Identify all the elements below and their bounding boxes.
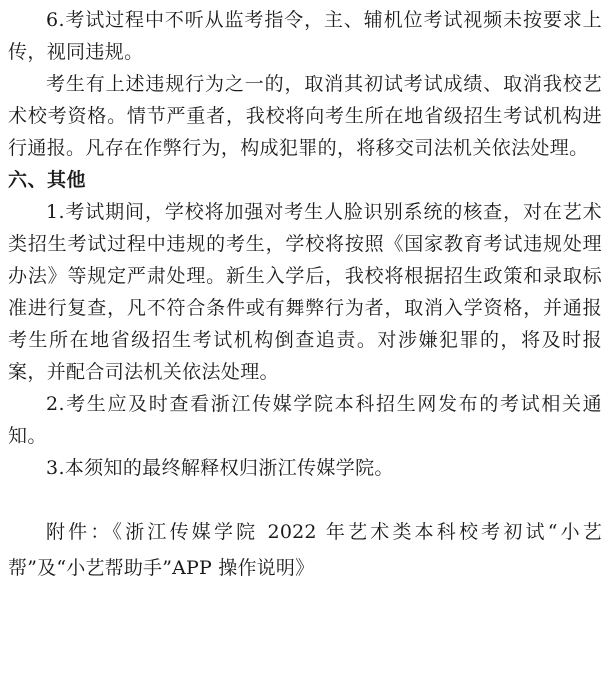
attachment-note: 附件：《浙江传媒学院 2022 年艺术类本科校考初试“小艺帮”及“小艺帮助手”APP 操作说明》 xyxy=(8,521,602,579)
section-heading-other: 六、其他 xyxy=(8,169,87,191)
paragraph-penalty: 考生有上述违规行为之一的，取消其初试考试成绩、取消我校艺术校考资格。情节严重者，我校将向考生所在地省级招生考试机构进行通报。凡存在作弊行为，构成犯罪的，将移交司法机关依法处理。 xyxy=(8,73,602,159)
paragraph-other-1: 1.考试期间，学校将加强对考生人脸识别系统的核查，对在艺术类招生考试过程中违规的考生，学校将按照《国家教育考试违规处理办法》等规定严肃处理。新生入学后，我校将根据招生政策和录取标准进行复查，凡不符合条件或有舞弊行为者，取消入学资格，并通报考生所在地省级招生考试机构倒查追责。对涉嫌犯罪的，将及时报案，并配合司法机关依法处理。 xyxy=(8,201,602,383)
paragraph-other-3: 3.本须知的最终解释权归浙江传媒学院。 xyxy=(46,457,394,479)
paragraph-other-2: 2.考生应及时查看浙江传媒学院本科招生网发布的考试相关通知。 xyxy=(8,393,602,447)
blank-spacer xyxy=(8,484,602,514)
paragraph-item-6: 6.考试过程中不听从监考指令，主、辅机位考试视频未按要求上传，视同违规。 xyxy=(8,9,602,63)
